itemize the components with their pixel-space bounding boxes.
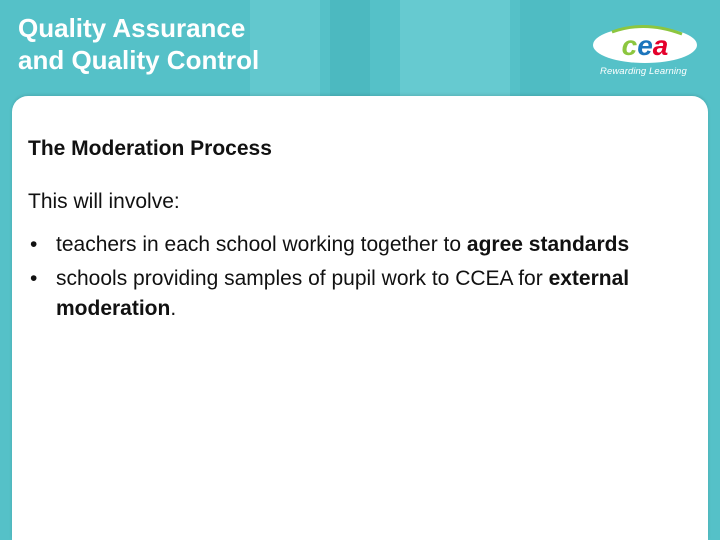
bullet-bold-text: external moderation [56,267,630,320]
logo-letter-e: e [637,30,653,61]
logo-letter-c: c [621,30,638,61]
title-line-2: and Quality Control [18,45,260,75]
bullet-text: schools providing samples of pupil work to CCEA for [56,267,549,290]
slide-title [18,12,259,76]
bullet-text: teachers in each school working together to [56,233,467,256]
background-stripe [330,0,370,100]
logo-wordmark [622,30,669,61]
bullet-item [28,264,668,324]
background-stripe [250,0,320,100]
bullet-item [28,230,668,260]
background-stripe [520,0,570,100]
logo-letter-a: a [652,30,669,61]
title-line-1: Quality Assurance [18,13,246,43]
section-heading: The Moderation Process [28,137,272,160]
logo-tagline: Rewarding Learning [600,66,687,77]
background-stripe [400,0,510,100]
bullet-list [28,230,668,328]
bullet-text-end: . [170,297,177,320]
bullet-bold-text: agree standards [466,233,630,256]
intro-text: This will involve: [28,190,180,213]
